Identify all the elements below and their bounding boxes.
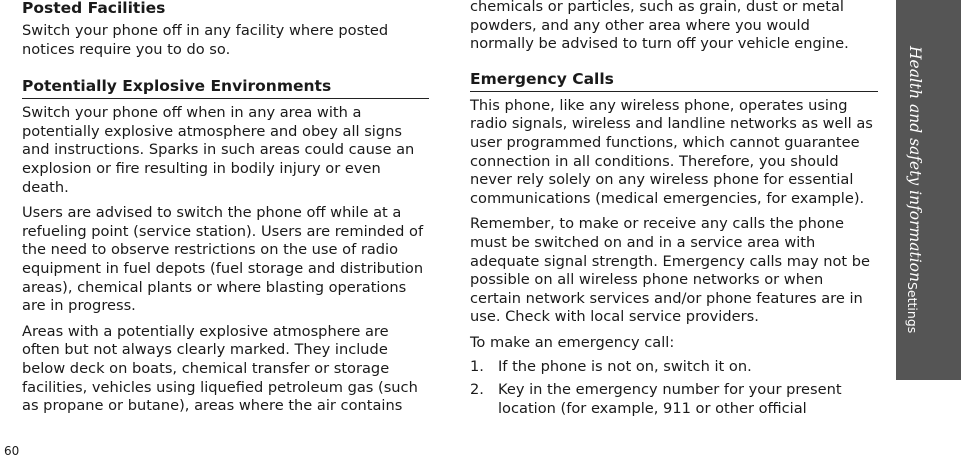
emergency-steps-list: [470, 358, 878, 419]
explosive-paragraph-3: Areas with a potentially explosive atmosphere are often but not always clearly marked. They include below deck on boats, chemical transfer or storage facilities, vehicles using liquefied petroleum gas (such as propane or butane), areas where the air contains: [22, 322, 418, 415]
posted-facilities-body: Switch your phone off in any facility where posted notices require you to do so.: [22, 22, 389, 58]
explosive-paragraph-2: Users are advised to switch the phone off while at a refueling point (service station). Users are reminded of the need to observe restrictions on the use of radio equipment in fuel depots (fuel storage and distribution areas), chemical plants or where blasting operations are in progress.: [22, 204, 424, 315]
left-column: [22, 0, 429, 416]
explosive-paragraph-1: Switch your phone off when in any area with a potentially explosive atmosphere and obey all signs and instructions. Sparks in such areas could cause an explosion or fire resulting in bodily injury or even death.: [22, 104, 415, 196]
right-column: [470, 0, 878, 418]
step-text: If the phone is not on, switch it on.: [498, 357, 752, 375]
step-text: Key in the emergency number for your present location (for example, 911 or other official: [498, 381, 842, 417]
emergency-calls-heading: Emergency Calls: [470, 69, 878, 92]
step-number: 2.: [470, 381, 484, 399]
list-item: [470, 358, 878, 377]
posted-facilities-heading: Posted Facilities: [22, 0, 166, 17]
step-number: 1.: [470, 357, 484, 375]
section-title-vertical: Health and safety information: [906, 46, 924, 282]
list-item: [470, 381, 878, 418]
emergency-paragraph-1: This phone, like any wireless phone, operates using radio signals, wireless and landline networks as well as user programmed functions, which cannot guarantee connection in all conditions. Therefore, you should never rely solely on any wireless phone for essential communications (medical emergencies, for example).: [470, 96, 873, 207]
explosive-environments-heading: Potentially Explosive Environments: [22, 76, 429, 99]
emergency-paragraph-2: Remember, to make or receive any calls the phone must be switched on and in a service area with adequate signal strength. Emergency calls may not be possible on all wireless phone networks or when certain network services and/or phone features are in use. Check with local service providers.: [470, 215, 871, 326]
subsection-title-vertical: Settings: [905, 282, 920, 334]
emergency-intro: To make an emergency call:: [470, 333, 675, 351]
page-number: 60: [4, 444, 20, 458]
continued-paragraph: chemicals or particles, such as grain, dust or metal powders, and any other area where you would normally be advised to turn off your vehicle engine.: [470, 0, 849, 53]
